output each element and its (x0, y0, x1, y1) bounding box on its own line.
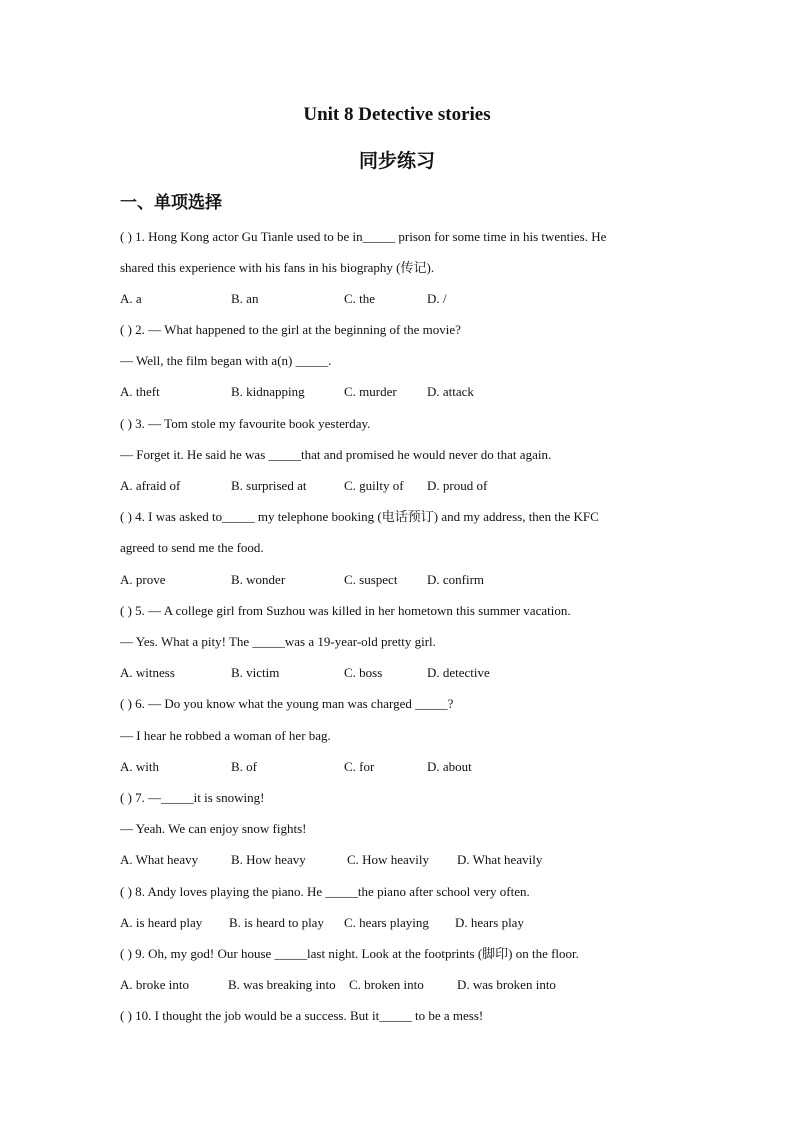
option-c: C. suspect (344, 572, 398, 587)
question-6-line-1: ( ) 6. — Do you know what the young man was charged _____? (120, 696, 454, 711)
page-title: Unit 8 Detective stories (303, 104, 491, 125)
question-5-options (120, 664, 720, 682)
question-5-line-1: ( ) 5. — A college girl from Suzhou was killed in her hometown this summer vacation. (120, 603, 571, 618)
option-a: A. witness (120, 665, 175, 680)
question-3-line-2: — Forget it. He said he was _____that and promised he would never do that again. (120, 447, 552, 462)
option-d: D. detective (427, 665, 490, 680)
option-a: A. with (120, 759, 159, 774)
option-c: C. the (344, 291, 376, 306)
option-d: D. attack (427, 384, 474, 399)
option-b: B. kidnapping (231, 384, 305, 399)
option-b: B. surprised at (231, 478, 307, 493)
option-d: D. was broken into (457, 977, 556, 992)
question-8-line-1: ( ) 8. Andy loves playing the piano. He _____the piano after school very often. (120, 884, 530, 899)
question-6-line-2: — I hear he robbed a woman of her bag. (120, 728, 331, 743)
option-c: C. for (344, 759, 375, 774)
question-10-line-1: ( ) 10. I thought the job would be a success. But it_____ to be a mess! (120, 1008, 484, 1023)
option-a: A. What heavy (120, 852, 199, 867)
option-d: D. What heavily (457, 852, 543, 867)
option-d: D. about (427, 759, 472, 774)
question-4-options (120, 571, 720, 589)
option-a: A. theft (120, 384, 160, 399)
question-3-line-1: ( ) 3. — Tom stole my favourite book yesterday. (120, 416, 371, 431)
option-b: B. of (231, 759, 257, 774)
option-a: A. is heard play (120, 915, 203, 930)
question-3-options (120, 477, 720, 495)
question-4-line-1: ( ) 4. I was asked to_____ my telephone booking (电话预订) and my address, then the KFC (120, 509, 599, 524)
question-6-options (120, 758, 720, 776)
question-9-line-1: ( ) 9. Oh, my god! Our house _____last night. Look at the footprints (脚印) on the floor. (120, 946, 579, 961)
option-b: B. victim (231, 665, 280, 680)
option-a: A. a (120, 291, 142, 306)
question-1-line-2: shared this experience with his fans in his biography (传记). (120, 260, 435, 275)
option-d: D. confirm (427, 572, 485, 587)
option-d: D. hears play (455, 915, 524, 930)
section-heading: 一、单项选择 (120, 193, 222, 212)
option-c: C. How heavily (347, 852, 429, 867)
option-b: B. wonder (231, 572, 286, 587)
question-9-options (120, 976, 720, 994)
option-b: B. an (231, 291, 259, 306)
option-c: C. hears playing (344, 915, 429, 930)
option-c: C. guilty of (344, 478, 404, 493)
option-b: B. was breaking into (228, 977, 336, 992)
option-a: A. afraid of (120, 478, 181, 493)
question-2-options (120, 383, 720, 401)
question-2-line-1: ( ) 2. — What happened to the girl at the beginning of the movie? (120, 322, 461, 337)
option-d: D. / (427, 291, 447, 306)
option-a: A. broke into (120, 977, 189, 992)
option-b: B. is heard to play (229, 915, 324, 930)
question-8-options (120, 914, 720, 932)
question-7-options (120, 851, 720, 869)
question-1-options (120, 290, 720, 308)
option-b: B. How heavy (231, 852, 306, 867)
option-d: D. proud of (427, 478, 488, 493)
question-5-line-2: — Yes. What a pity! The _____was a 19-year-old pretty girl. (120, 634, 436, 649)
option-c: C. boss (344, 665, 383, 680)
question-2-line-2: — Well, the film began with a(n) _____. (120, 353, 332, 368)
option-c: C. broken into (349, 977, 424, 992)
option-a: A. prove (120, 572, 166, 587)
option-c: C. murder (344, 384, 397, 399)
page-subtitle: 同步练习 (358, 151, 435, 172)
question-1-line-1: ( ) 1. Hong Kong actor Gu Tianle used to be in_____ prison for some time in his twenties. He (120, 229, 607, 244)
question-4-line-2: agreed to send me the food. (120, 540, 264, 555)
question-7-line-1: ( ) 7. —_____it is snowing! (120, 790, 265, 805)
question-7-line-2: — Yeah. We can enjoy snow fights! (120, 821, 307, 836)
